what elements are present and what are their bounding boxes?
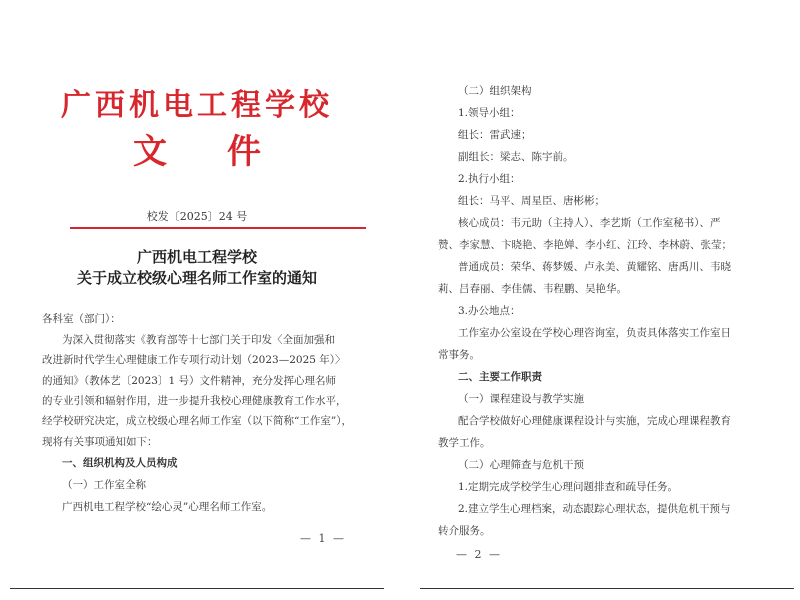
body-text-line: 副组长：梁志、陈宇前。 — [458, 151, 574, 163]
body-text-line: 普通成员：荣华、蒋梦媛、卢永美、黄耀铭、唐禹川、韦晓 — [458, 261, 731, 273]
body-text-line: 2.执行小组： — [458, 173, 521, 185]
body-text-line: 的专业引领和辐射作用，进一步提升我校心理健康教育工作水平， — [42, 395, 347, 407]
document-type-header: 文件 — [133, 132, 321, 172]
body-text-line: 莉、吕春丽、李佳儒、韦程鹏、吴艳华。 — [438, 283, 627, 295]
subsection-heading: （一）工作室全称 — [62, 479, 146, 491]
document-number: 校发〔2025〕24 号 — [146, 210, 248, 223]
subsection-heading: （一）课程建设与教学实施 — [458, 393, 584, 405]
document-page-1 — [10, 22, 384, 582]
body-text-line: 3.办公地点： — [458, 305, 521, 317]
page-bottom-edge — [420, 588, 794, 589]
notice-title-line-1: 广西机电工程学校 — [136, 248, 257, 266]
page-bottom-edge — [10, 588, 384, 589]
section-heading-1: 一、组织机构及人员构成 — [62, 457, 178, 469]
salutation: 各科室（部门）： — [42, 313, 121, 325]
body-text-line: 2.建立学生心理档案，动态跟踪心理状态，提供危机干预与 — [458, 503, 731, 515]
body-text-line: 常事务。 — [438, 349, 480, 361]
body-text-line: 转介服务。 — [438, 525, 491, 537]
body-text-line: 经学校研究决定，成立校级心理名师工作室（以下简称“工作室”）， — [42, 415, 352, 427]
subsection-heading: （二）心理筛查与危机干预 — [458, 459, 584, 471]
section-heading-2: 二、主要工作职责 — [458, 371, 542, 383]
page-number: — 1 — — [300, 532, 346, 545]
body-text-line: 改进新时代学生心理健康工作专项行动计划（2023—2025 年）〉 — [42, 354, 346, 366]
body-text-line: 核心成员：韦元助（主持人）、李艺斯（工作室秘书）、严 — [458, 217, 721, 229]
body-text-line: 广西机电工程学校“绘心灵”心理名师工作室。 — [62, 501, 273, 513]
body-text-line: 组长：马平、周星臣、唐彬彬； — [458, 195, 605, 207]
body-text-line: 的通知》（教体艺〔2023〕1 号）文件精神，充分发挥心理名师 — [42, 375, 336, 387]
body-text-line: 工作室办公室设在学校心理咨询室，负责具体落实工作室日 — [458, 327, 731, 339]
body-text-line: 1.定期完成学校学生心理问题排查和疏导任务。 — [458, 481, 679, 493]
body-text-line: 现将有关事项通知如下： — [42, 436, 158, 448]
notice-title-line-2: 关于成立校级心理名师工作室的通知 — [76, 269, 317, 287]
issuing-organization-header: 广西机电工程学校 — [61, 88, 333, 123]
body-text-line: 为深入贯彻落实《教育部等十七部门关于印发〈全面加强和 — [62, 334, 335, 346]
page-number: — 2 — — [456, 548, 502, 561]
body-text-line: 教学工作。 — [438, 437, 491, 449]
subsection-heading: （二）组织架构 — [458, 85, 532, 97]
red-divider-line — [70, 227, 366, 229]
body-text-line: 组长：雷武速； — [458, 129, 532, 141]
body-text-line: 配合学校做好心理健康课程设计与实施，完成心理课程教育 — [458, 415, 731, 427]
body-text-line: 赞、李家慧、卞晓艳、李艳婵、李小红、江玲、李林蔚、张莹； — [438, 239, 732, 251]
document-page-2 — [420, 22, 794, 582]
body-text-line: 1.领导小组： — [458, 107, 521, 119]
